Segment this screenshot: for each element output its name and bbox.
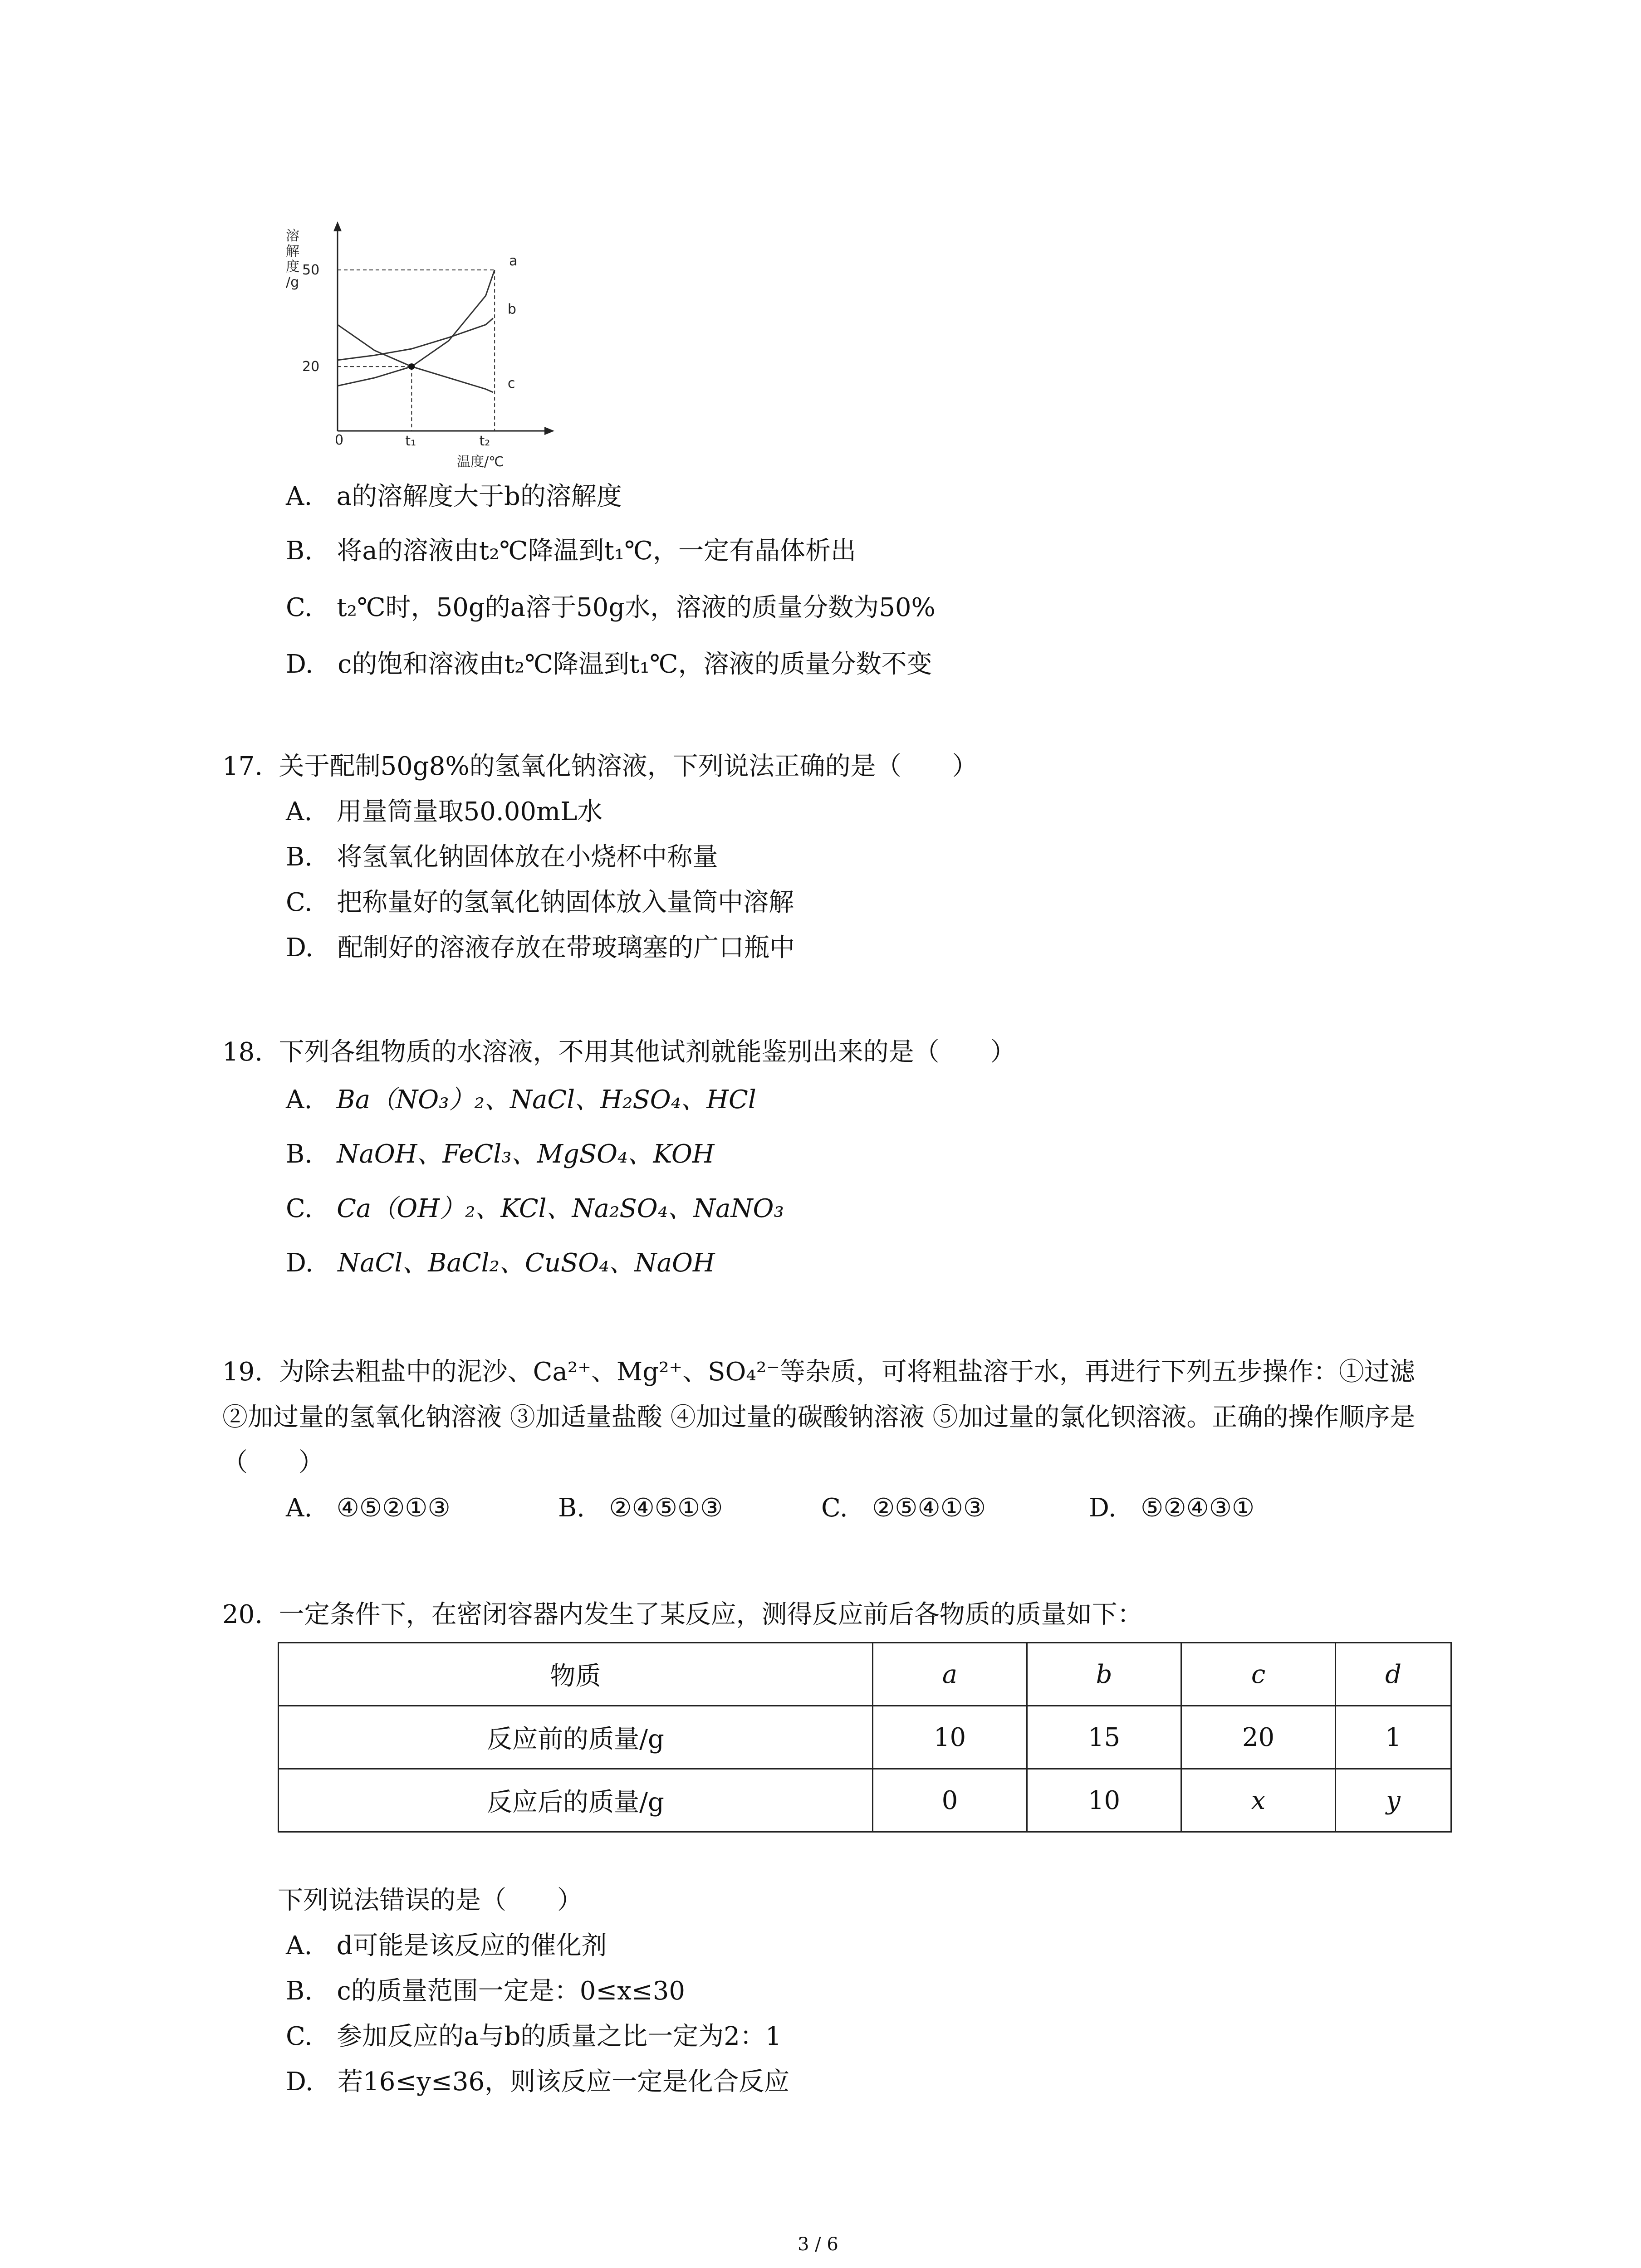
option-text: NaCl、BaCl₂、CuSO₄、NaOH xyxy=(338,1248,715,1278)
q20-question: 下列说法错误的是（ ） xyxy=(278,1886,583,1915)
intersection-point xyxy=(408,363,415,370)
q18-stem xyxy=(222,1036,1016,1068)
q16-option-c xyxy=(286,592,936,624)
q17-option-d xyxy=(286,932,795,964)
chart-ylabel-line: 溶 xyxy=(286,228,299,244)
option-text: NaOH、FeCl₃、MgSO₄、KOH xyxy=(337,1139,715,1169)
option-text: 配制好的溶液存放在带玻璃塞的广口瓶中 xyxy=(338,933,795,963)
question-number: 17. xyxy=(222,752,263,781)
option-letter: C. xyxy=(286,1194,313,1223)
q17-stem xyxy=(222,751,978,782)
chart-xlabel: 温度/℃ xyxy=(457,454,504,470)
y-tick-label: 20 xyxy=(302,359,320,375)
option-text: t₂℃时，50g的a溶于50g水，溶液的质量分数为50% xyxy=(337,593,936,622)
series-curve-c xyxy=(338,325,493,392)
chart-ylabel-line: 度 xyxy=(286,259,299,275)
q17-option-c xyxy=(286,887,794,919)
option-text: Ca（OH）₂、KCl、Na₂SO₄、NaNO₃ xyxy=(337,1194,784,1223)
series-label-a: a xyxy=(509,253,518,269)
option-text: ②④⑤①③ xyxy=(609,1493,723,1523)
option-text: c的饱和溶液由t₂℃降温到t₁℃，溶液的质量分数不变 xyxy=(338,650,932,679)
q17-option-a xyxy=(286,796,603,828)
q18-option-b xyxy=(286,1139,715,1170)
option-letter: C. xyxy=(821,1493,848,1523)
series-curve-b xyxy=(338,318,493,360)
q16-option-d xyxy=(286,649,932,680)
table-row xyxy=(279,1769,1451,1832)
q20-option-d xyxy=(286,2066,789,2098)
option-text: d可能是该反应的催化剂 xyxy=(336,1931,607,1960)
q17-option-b xyxy=(286,841,718,873)
option-letter: C. xyxy=(286,888,313,917)
q20-option-b xyxy=(286,1975,685,2007)
solubility-chart xyxy=(278,218,559,472)
option-letter: C. xyxy=(286,2022,313,2051)
q20-stem xyxy=(222,1599,1143,1631)
option-text: 若16≤y≤36，则该反应一定是化合反应 xyxy=(338,2067,790,2097)
table-cell: 0 xyxy=(873,1769,1027,1832)
q20-table-wrap xyxy=(278,1642,1452,1833)
question-number: 18. xyxy=(222,1037,263,1067)
table-cell: 15 xyxy=(1027,1706,1181,1769)
q18-option-d xyxy=(286,1247,715,1279)
solubility-chart-svg xyxy=(278,218,559,472)
option-letter: A. xyxy=(286,1085,313,1114)
option-letter: A. xyxy=(286,1493,313,1523)
option-letter: A. xyxy=(286,482,313,511)
chart-ylabel-line: /g xyxy=(286,274,299,290)
q19-option-d xyxy=(1089,1492,1254,1524)
table-header-cell: c xyxy=(1181,1643,1336,1706)
q20-option-a xyxy=(286,1930,607,1962)
option-text: 用量筒量取50.00mL水 xyxy=(336,797,603,826)
table-header-cell: a xyxy=(873,1643,1027,1706)
table-row xyxy=(279,1706,1451,1769)
q18-option-a xyxy=(286,1084,756,1116)
table-header-cell: 物质 xyxy=(279,1643,873,1706)
chart-ylabel-line: 解 xyxy=(286,244,299,259)
x-axis-arrow xyxy=(544,427,554,435)
option-letter: B. xyxy=(286,1976,313,2006)
table-cell: 10 xyxy=(1027,1769,1181,1832)
q18-option-c xyxy=(286,1193,784,1225)
option-text: Ba（NO₃）₂、NaCl、H₂SO₄、HCl xyxy=(336,1085,756,1114)
q20-option-c xyxy=(286,2021,782,2053)
table-header-cell: b xyxy=(1027,1643,1181,1706)
option-letter: B. xyxy=(286,1139,313,1169)
question-number: 19. xyxy=(222,1357,263,1387)
table-cell: 反应前的质量/g xyxy=(279,1706,873,1769)
option-text: 将氢氧化钠固体放在小烧杯中称量 xyxy=(337,842,718,872)
q19-options xyxy=(286,1492,1420,1529)
chart-ylabel xyxy=(286,228,299,290)
option-text: 把称量好的氢氧化钠固体放入量筒中溶解 xyxy=(337,888,794,917)
table-cell: x xyxy=(1181,1769,1336,1832)
option-letter: A. xyxy=(286,797,313,826)
option-text: ②⑤④①③ xyxy=(872,1493,986,1523)
option-letter: A. xyxy=(286,1931,313,1960)
x-tick-label: t₁ xyxy=(405,433,416,449)
option-letter: B. xyxy=(286,536,313,566)
option-text: c的质量范围一定是：0≤x≤30 xyxy=(337,1976,686,2006)
q19-option-b xyxy=(558,1492,723,1524)
q19-option-a xyxy=(286,1492,451,1524)
x-tick-label: t₂ xyxy=(479,433,490,449)
q19-option-c xyxy=(821,1492,986,1524)
option-letter: D. xyxy=(286,650,314,679)
table-cell: 20 xyxy=(1181,1706,1336,1769)
option-text: 将a的溶液由t₂℃降温到t₁℃，一定有晶体析出 xyxy=(337,536,856,566)
q16-option-b xyxy=(286,535,856,567)
y-axis-arrow xyxy=(333,221,342,231)
option-letter: D. xyxy=(286,2067,314,2097)
question-text: 关于配制50g8%的氢氧化钠溶液，下列说法正确的是（ ） xyxy=(279,752,978,781)
option-text: ④⑤②①③ xyxy=(336,1493,451,1523)
y-tick-label: 50 xyxy=(302,262,320,279)
q16-option-a xyxy=(286,481,622,513)
table-header-row xyxy=(279,1643,1451,1706)
table-header-cell: d xyxy=(1336,1643,1451,1706)
option-text: ⑤②④③① xyxy=(1141,1493,1255,1523)
series-label-c: c xyxy=(507,375,515,391)
chart-origin-label: 0 xyxy=(335,432,344,448)
question-text: 一定条件下，在密闭容器内发生了某反应，测得反应前后各物质的质量如下： xyxy=(279,1600,1143,1629)
option-letter: B. xyxy=(286,842,313,872)
option-letter: D. xyxy=(286,1248,314,1278)
table-cell: y xyxy=(1336,1769,1451,1832)
option-letter: C. xyxy=(286,593,313,622)
option-letter: B. xyxy=(558,1493,585,1523)
option-text: 参加反应的a与b的质量之比一定为2：1 xyxy=(337,2022,782,2051)
q19-stem xyxy=(222,1349,1447,1486)
table-cell: 1 xyxy=(1336,1706,1451,1769)
option-text: a的溶解度大于b的溶解度 xyxy=(336,482,622,511)
question-text: 下列各组物质的水溶液，不用其他试剂就能鉴别出来的是（ ） xyxy=(279,1037,1016,1067)
option-letter: D. xyxy=(286,933,314,963)
table-cell: 10 xyxy=(873,1706,1027,1769)
question-text: 为除去粗盐中的泥沙、Ca²⁺、Mg²⁺、SO₄²⁻等杂质，可将粗盐溶于水，再进行下列五步操作：①过滤 ②加过量的氢氧化钠溶液 ③加适量盐酸 ④加过量的碳酸钠溶液 ⑤加过量的氯化钡溶液。正确的操作顺序是（ ） xyxy=(222,1357,1416,1477)
series-label-b: b xyxy=(507,301,516,318)
mass-table xyxy=(278,1642,1452,1833)
option-letter: D. xyxy=(1089,1493,1117,1523)
table-cell: 反应后的质量/g xyxy=(279,1769,873,1832)
question-number: 20. xyxy=(222,1600,263,1629)
page-number: 3 / 6 xyxy=(798,2234,838,2255)
